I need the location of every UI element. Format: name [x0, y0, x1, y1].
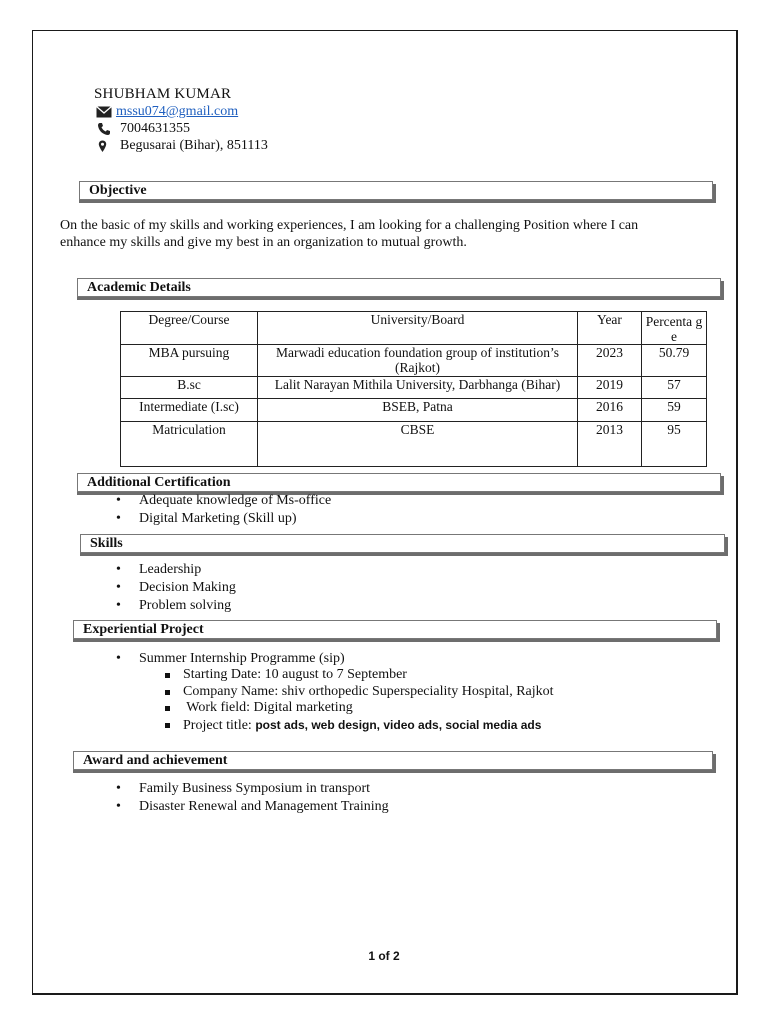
phone-row [94, 121, 190, 137]
project-details-list [163, 667, 554, 734]
skills-heading-bar [80, 534, 725, 553]
project-heading-bar [73, 620, 717, 639]
table-cell: Lalit Narayan Mithila University, Darbhanga (Bihar) [258, 377, 578, 399]
objective-line-1: On the basic of my skills and working experiences, I am looking for a challenging Position where I can [60, 218, 639, 233]
table-header: University/Board [258, 312, 578, 345]
table-header: Percenta ge [642, 312, 707, 345]
table-row [121, 377, 707, 399]
objective-text [60, 217, 720, 251]
list-item: • Digital Marketing (Skill up) [116, 510, 331, 528]
table-header: Degree/Course [121, 312, 258, 345]
objective-line-2: enhance my skills and give my best in an organization to mutual growth. [60, 235, 467, 250]
objective-heading-bar [79, 181, 713, 200]
list-item: • Disaster Renewal and Management Training [116, 798, 389, 816]
table-cell: B.sc [121, 377, 258, 399]
objective-heading: Objective [89, 183, 147, 198]
project-heading: Experiential Project [83, 622, 204, 637]
candidate-name: SHUBHAM KUMAR [94, 86, 232, 102]
location-text: Begusarai (Bihar), 851113 [120, 138, 268, 153]
table-cell: MBA pursuing [121, 345, 258, 377]
email-row [94, 104, 238, 120]
project-title-value: post ads, web design, video ads, social media ads [255, 717, 542, 732]
list-item: Company Name: shiv orthopedic Superspeciality Hospital, Rajkot [163, 684, 554, 701]
table-cell: 2023 [578, 345, 642, 377]
table-row [121, 345, 707, 377]
academic-heading-bar [77, 278, 721, 297]
phone-icon [94, 122, 114, 136]
email-link[interactable]: mssu074@gmail.com [116, 104, 239, 119]
table-cell: 57 [642, 377, 707, 399]
table-cell: Matriculation [121, 422, 258, 467]
certification-heading-bar [77, 473, 721, 492]
location-pin-icon [94, 140, 110, 153]
table-cell: 59 [642, 399, 707, 422]
table-cell: CBSE [258, 422, 578, 467]
location-row [94, 138, 268, 154]
table-cell: 50.79 [642, 345, 707, 377]
table-cell: 95 [642, 422, 707, 467]
list-item [163, 717, 554, 735]
skills-heading: Skills [90, 536, 123, 551]
project-list [116, 650, 345, 668]
awards-heading-bar [73, 751, 713, 770]
page-number: 1 of 2 [368, 949, 400, 963]
table-cell: 2019 [578, 377, 642, 399]
awards-heading: Award and achievement [83, 753, 228, 768]
table-row [121, 422, 707, 467]
table-cell: 2016 [578, 399, 642, 422]
list-item: • Problem solving [116, 597, 236, 615]
table-header-row [121, 312, 707, 345]
list-item: • Summer Internship Programme (sip) [116, 650, 345, 668]
table-cell: BSEB, Patna [258, 399, 578, 422]
project-title-label: Project title: [183, 717, 256, 733]
table-row [121, 399, 707, 422]
academic-heading: Academic Details [87, 280, 191, 295]
phone-number: 7004631355 [120, 121, 190, 136]
table-header: Year [578, 312, 642, 345]
list-item: Starting Date: 10 august to 7 September [163, 667, 554, 684]
certification-heading: Additional Certification [87, 475, 231, 490]
skills-list [116, 561, 236, 615]
table-cell: Intermediate (I.sc) [121, 399, 258, 422]
list-item: • Decision Making [116, 579, 236, 597]
awards-list [116, 780, 389, 816]
list-item: • Family Business Symposium in transport [116, 780, 389, 798]
certification-list [116, 492, 331, 528]
list-item: Work field: Digital marketing [163, 700, 554, 717]
list-item: • Leadership [116, 561, 236, 579]
academic-table [120, 311, 707, 467]
list-item: • Adequate knowledge of Ms-office [116, 492, 331, 510]
table-cell: Marwadi education foundation group of institution’s (Rajkot) [258, 345, 578, 377]
table-cell: 2013 [578, 422, 642, 467]
mail-icon [94, 106, 114, 118]
